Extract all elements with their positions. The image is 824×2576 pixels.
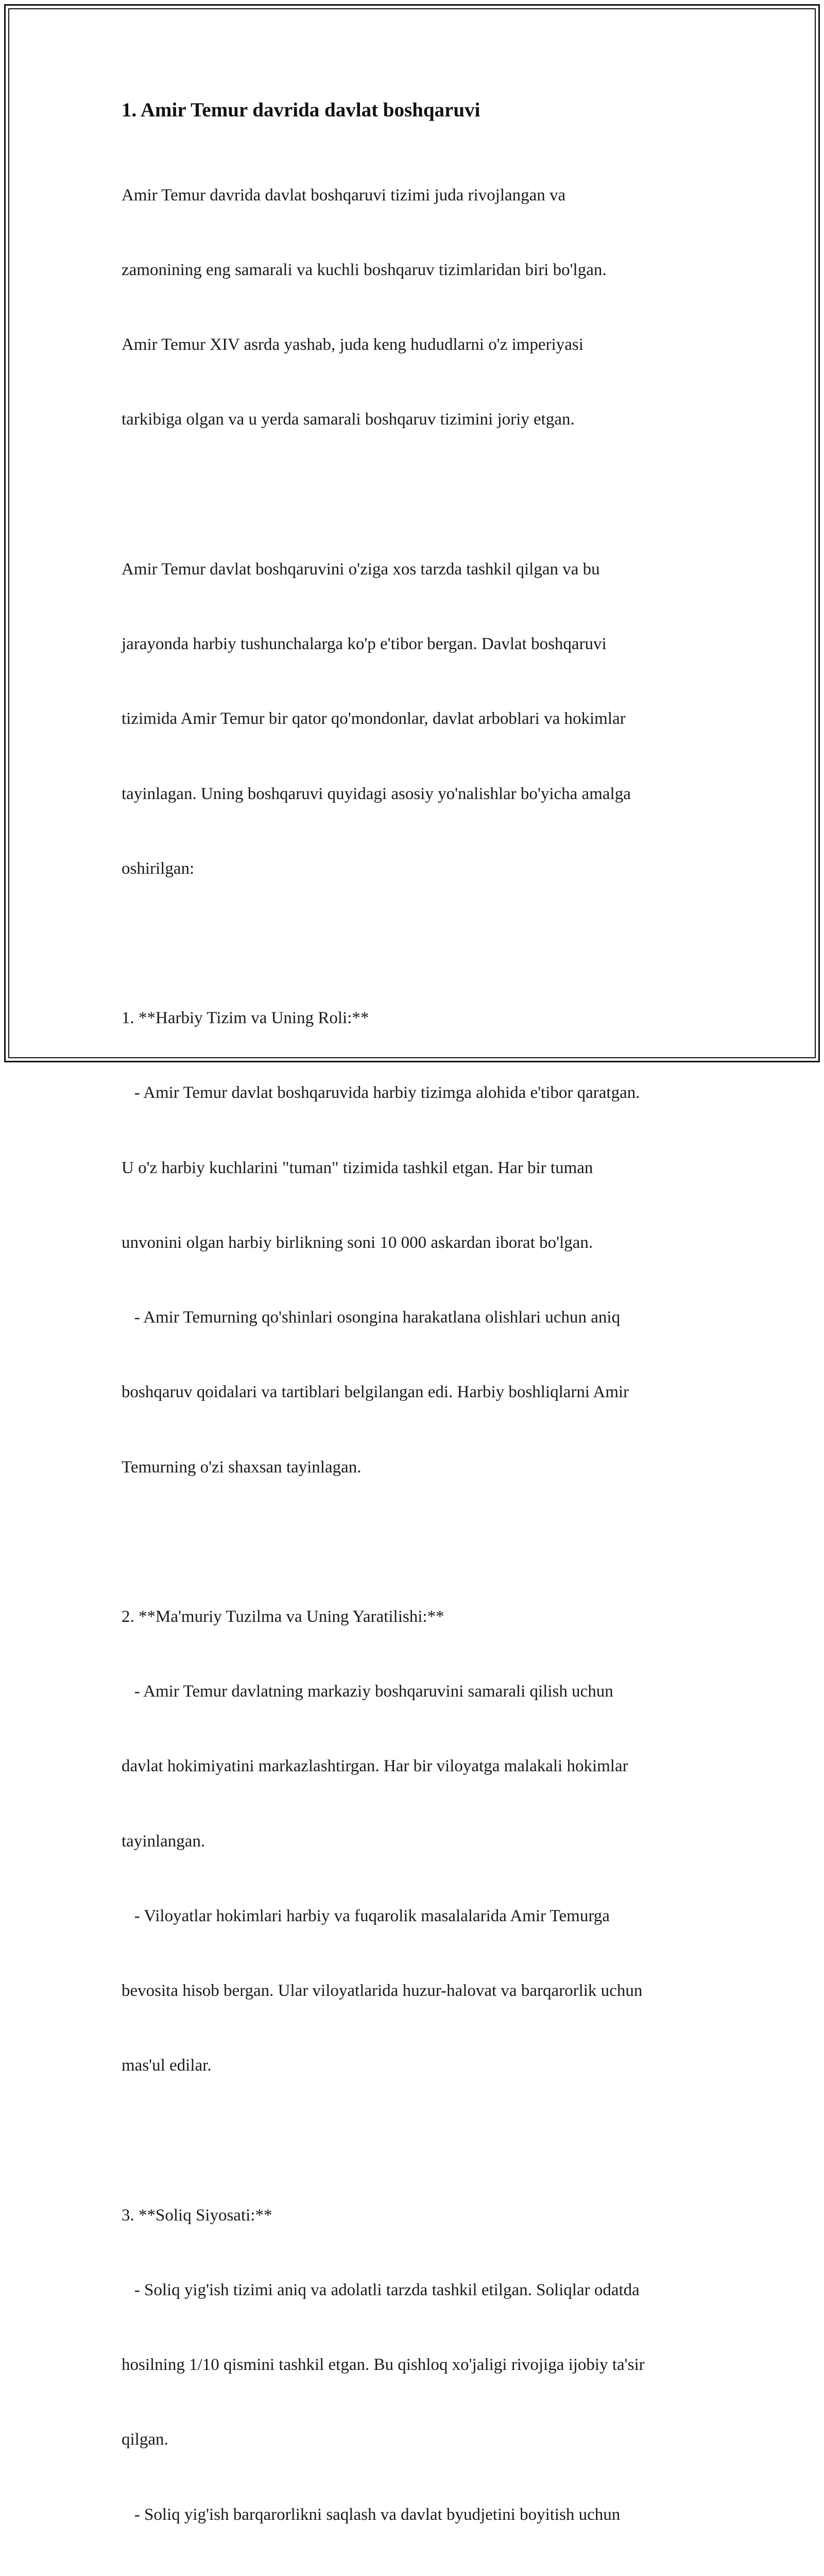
text-line: Amir Temur XIV asrda yashab, juda keng hududlarni o'z imperiyasi (122, 335, 583, 354)
text-line: - Amir Temur davlatning markaziy boshqaruvini samarali qilish uchun (122, 1682, 613, 1701)
text-line: - Amir Temur davlat boshqaruvida harbiy tizimga alohida e'tibor qaratgan. (122, 1083, 640, 1103)
text-line: - Amir Temurning qo'shinlari osongina harakatlana olishlari uchun aniq (122, 1308, 621, 1327)
text-line: unvonini olgan harbiy birlikning soni 10 000 askardan iborat bo'lgan. (122, 1233, 593, 1252)
text-line: zamonining eng samarali va kuchli boshqaruv tizimlaridan biri bo'lgan. (122, 261, 607, 280)
text-line: hosilning 1/10 qismini tashkil etgan. Bu qishloq xo'jaligi rivojiga ijobiy ta'sir (122, 2355, 645, 2375)
document-page (122, 98, 714, 2576)
text-line: qilgan. (122, 2430, 168, 2449)
text-line: Amir Temur davrida davlat boshqaruvi tizimi juda rivojlangan va (122, 185, 566, 205)
document-body (122, 133, 714, 2576)
text-line: - Soliq yig'ish barqarorlikni saqlash va davlat byudjetini boyitish uchun (122, 2505, 621, 2524)
document-heading: 1. Amir Temur davrida davlat boshqaruvi (122, 99, 480, 121)
text-line: mas'ul edilar. (122, 2056, 212, 2075)
text-line: tayinlangan. (122, 1832, 205, 1851)
blank-line (122, 482, 714, 507)
text-line: davlat hokimiyatini markazlashtirgan. Har bir viloyatga malakali hokimlar (122, 1757, 628, 1776)
section-heading: 1. **Harbiy Tizim va Uning Roli:** (122, 1009, 369, 1028)
text-line: tarkibiga olgan va u yerda samarali boshqaruv tizimini joriy etgan. (122, 410, 575, 429)
section-heading: 2. **Ma'muriy Tuzilma va Uning Yaratilishi:** (122, 1607, 444, 1626)
section-heading: 3. **Soliq Siyosati:** (122, 2206, 272, 2225)
text-line: U o'z harbiy kuchlarini "tuman" tizimida tashkil etgan. Har bir tuman (122, 1158, 593, 1177)
text-line: - Soliq yig'ish tizimi aniq va adolatli tarzda tashkil etilgan. Soliqlar odatda (122, 2280, 640, 2299)
blank-line (122, 1530, 714, 1554)
text-line: oshirilgan: (122, 859, 195, 878)
text-line: - Viloyatlar hokimlari harbiy va fuqarolik masalalarida Amir Temurga (122, 1906, 610, 1925)
text-line: bevosita hisob bergan. Ular viloyatlarida huzur-halovat va barqarorlik uchun (122, 1981, 643, 2001)
text-line: Amir Temur davlat boshqaruvini o'ziga xos tarzda tashkil qilgan va bu (122, 560, 600, 579)
text-line: boshqaruv qoidalari va tartiblari belgilangan edi. Harbiy boshliqlarni Amir (122, 1383, 629, 1402)
text-line: tizimida Amir Temur bir qator qo'mondonlar, davlat arboblari va hokimlar (122, 709, 626, 728)
text-line: Temurning o'zi shaxsan tayinlagan. (122, 1458, 362, 1477)
text-line: tayinlagan. Uning boshqaruvi quyidagi asosiy yo'nalishlar bo'yicha amalga (122, 784, 631, 803)
text-line: jarayonda harbiy tushunchalarga ko'p e'tibor bergan. Davlat boshqaruvi (122, 635, 607, 654)
blank-line (122, 931, 714, 956)
blank-line (122, 2128, 714, 2153)
